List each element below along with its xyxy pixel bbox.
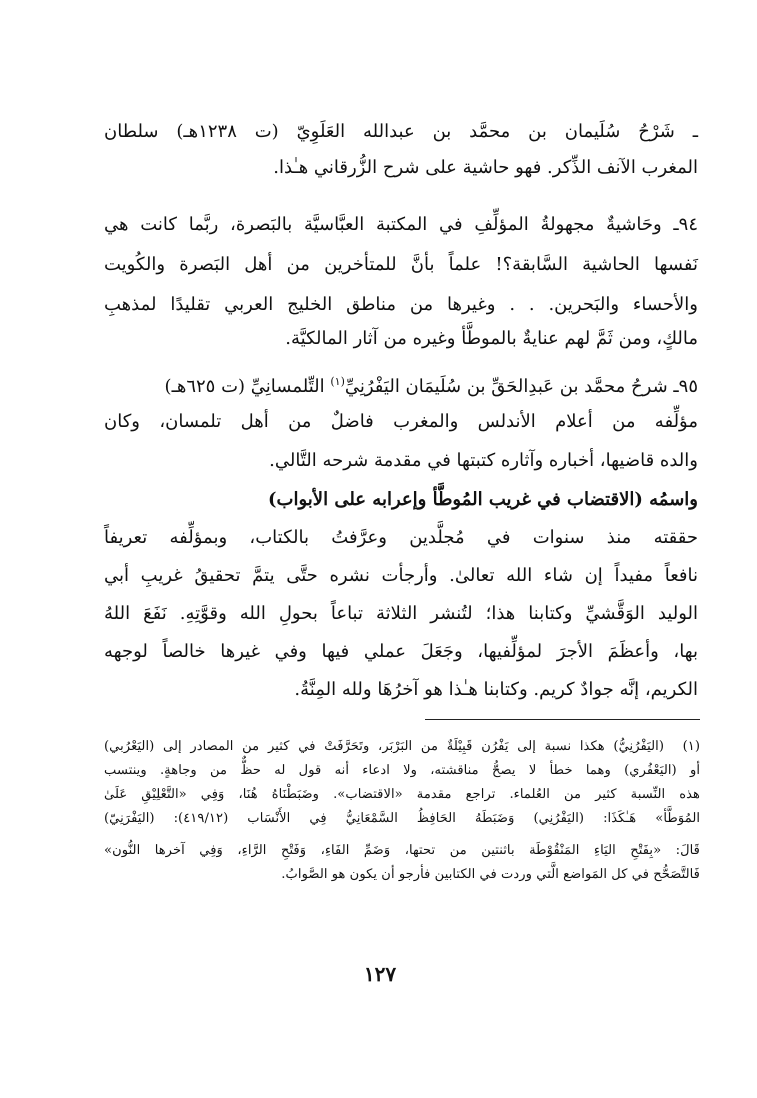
body-line: ـ شَرْحُ سُلَيمان بن محمَّد بن عبدالله العَلَوِيّ (ت ١٢٣٨هـ) سلطان — [104, 121, 698, 142]
page-number: ١٢٧ — [363, 962, 397, 986]
body-line: بها، وأعظَمَ الأجرَ لمؤلِّفيها، وجَعَلَ عملي فيها وفي غيرها خالصاً لوجهه — [104, 641, 698, 662]
footnote-marker: (١) — [330, 375, 345, 388]
body-line: حققته منذ سنوات في مُجلَّدين وعرَّفتُ بالكتاب، وبمؤلِّفه تعريفاً — [104, 527, 698, 548]
footnote-line: هذه النِّسبة كثير من العُلماء. تراجع مقدمة «الاقتضاب». وضَبَطْنَاهُ هُنَا، وَفِي «التَّعْلِيْقِ عَلَىٰ — [104, 787, 700, 802]
footnote-line: قَالَ: «بِفَتْحِ اليَاءِ المَنْقُوْطَة باثنتين من تحتها، وَضَمِّ الفَاءِ، وَفَتْحِ الرَّاءِ، وَفِي آخرها النُّون» — [104, 843, 700, 858]
body-line: المغرب الآنف الذِّكر. فهو حاشية على شرح الزُّرقاني هـٰذا. — [273, 157, 698, 178]
entry-95-tail: التِّلمسانِيِّ (ت ٦٢٥هـ) — [164, 376, 325, 397]
body-line: والده قاضيها، أخباره وآثاره كتبتها في مقدمة شرحه التَّالي. — [269, 450, 698, 471]
body-line: نَفسها الحاشية السَّابقة؟! علماً بأنَّ للمتأخرين من أهل البَصرة والكُويت — [104, 254, 698, 275]
body-line: مؤلِّفه من أعلام الأندلس والمغرب فاضلٌ من أهل تلمسان، وكان — [104, 411, 698, 432]
entry-95-text: ٩٥ـ شرحُ محمَّد بن عَبدِالحَقِّ بن سُلَيمَان اليَفْرُنِيِّ — [344, 376, 698, 397]
body-line: والأحساء والبَحرين. . . وغيرها من مناطق الخليج العربي تقليدًا لمذهبِ — [104, 294, 698, 315]
body-line: الوليد الوَقَّشيِّ وكتابنا هذا؛ لتُنشر الثلاثة تباعاً بحولِ الله وقوَّتِهِ. نَفَعَ اللهُ — [104, 603, 698, 624]
footnote-line: أو (اليَعْفُري) وهما خطأ لا يصحُّ مناقشته، ولا ادعاء أنه قول له حظٌّ من وجاهةٍ. وينتسب — [104, 763, 700, 778]
body-line: نافعاً مفيداً إن شاء الله تعالىٰ. وأرجأت نشره حتَّى يتمَّ تحقيقُ غريبِ أبي — [104, 565, 698, 586]
book-title-line: واسمُه (الاقتضاب في غريب المُوطَّأ وإعرابه على الأبواب) — [268, 489, 698, 510]
footnote-line: (اليَفْرُنِيُّ) هكذا نسبة إلى يَفْرُن قَبِيْلَةٌ من البَرْبَر، وتَحَرَّفَتْ في كثير من المصادر إلى (اليَعْرُبي) — [104, 739, 664, 754]
body-line: الكريم، إنَّه جوادٌ كريم. وكتابنا هـٰذا هو آخرُهَا ولله المِنَّةُ. — [294, 679, 698, 700]
footnote-separator — [425, 719, 700, 720]
body-line: مالكٍ، ومن ثَمَّ لهم عنايةٌ بالموطَّأ وغيره من آثار المالكيَّة. — [285, 328, 698, 349]
entry-95-line — [104, 367, 698, 402]
entry-94-line: ٩٤ـ وحَاشيةٌ مجهولةُ المؤلِّفِ في المكتبة العبَّاسيَّة بالبَصرة، ربَّما كانت هي — [104, 214, 698, 235]
footnote-line: فَالتَّصَحُّح في كل المَواضع الَّتي وردت في الكتابين فأرجو أن يكون هو الصَّوابُ. — [281, 867, 700, 882]
footnote-line: المُوَطَّأ» هَـٰكَذَا: (اليَفْرُنِي) وَضَبَطَهُ الحَافِظُ السَّمْعَانِيُّ فِي الأَنْسَاب (٤١٩/١٢): (اليَفْرَنِيّ) — [104, 811, 700, 826]
footnote-number: (١) — [682, 739, 700, 754]
